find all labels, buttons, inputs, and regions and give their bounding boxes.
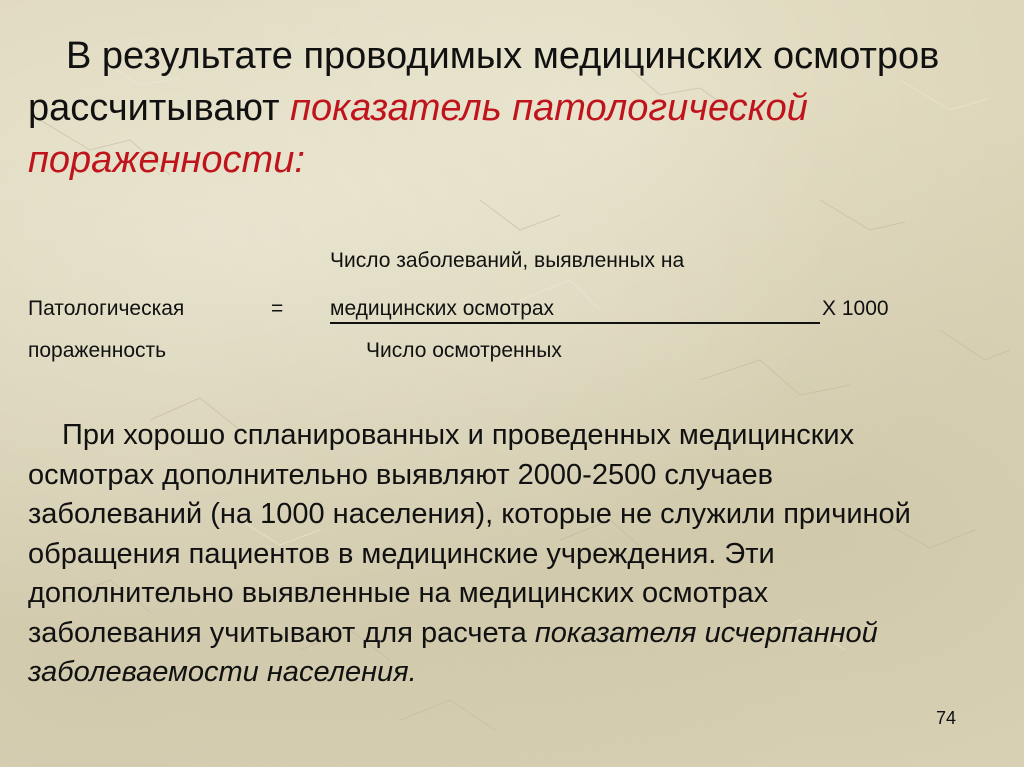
formula-equals-sign: = bbox=[271, 297, 284, 320]
formula-block bbox=[28, 245, 988, 375]
title-emphasis-text: показатель патологической пораженности: bbox=[28, 87, 808, 181]
title-plain-text: В результате проводимых медицинских осмотров рассчитывают bbox=[28, 35, 940, 129]
formula-label-line2: пораженность bbox=[28, 339, 167, 362]
formula-label-line1: Патологическая bbox=[28, 297, 185, 320]
slide-title bbox=[28, 30, 958, 186]
formula-numerator-line2: медицинских осмотрах bbox=[330, 297, 820, 324]
formula-fraction-line bbox=[330, 297, 889, 324]
formula-multiplier: Х 1000 bbox=[822, 297, 889, 320]
formula-denominator: Число осмотренных bbox=[366, 339, 562, 362]
page-number: 74 bbox=[936, 708, 957, 728]
formula-numerator-line1: Число заболеваний, выявленных на bbox=[330, 249, 685, 272]
paragraph-plain-text: При хорошо спланированных и проведенных медицинских осмотрах дополнительно выявляют 2000-2500 случаев заболеваний (на 1000 населения), которые не служили причиной обращения пациентов в медицинские учреждения. Эти дополнительно выявленные на медицинских осмотрах заболевания учитывают для расчета bbox=[28, 419, 911, 649]
paragraph-emphasis-text: показателя исчерпанной заболеваемости населения. bbox=[28, 616, 878, 688]
body-paragraph bbox=[28, 416, 928, 693]
